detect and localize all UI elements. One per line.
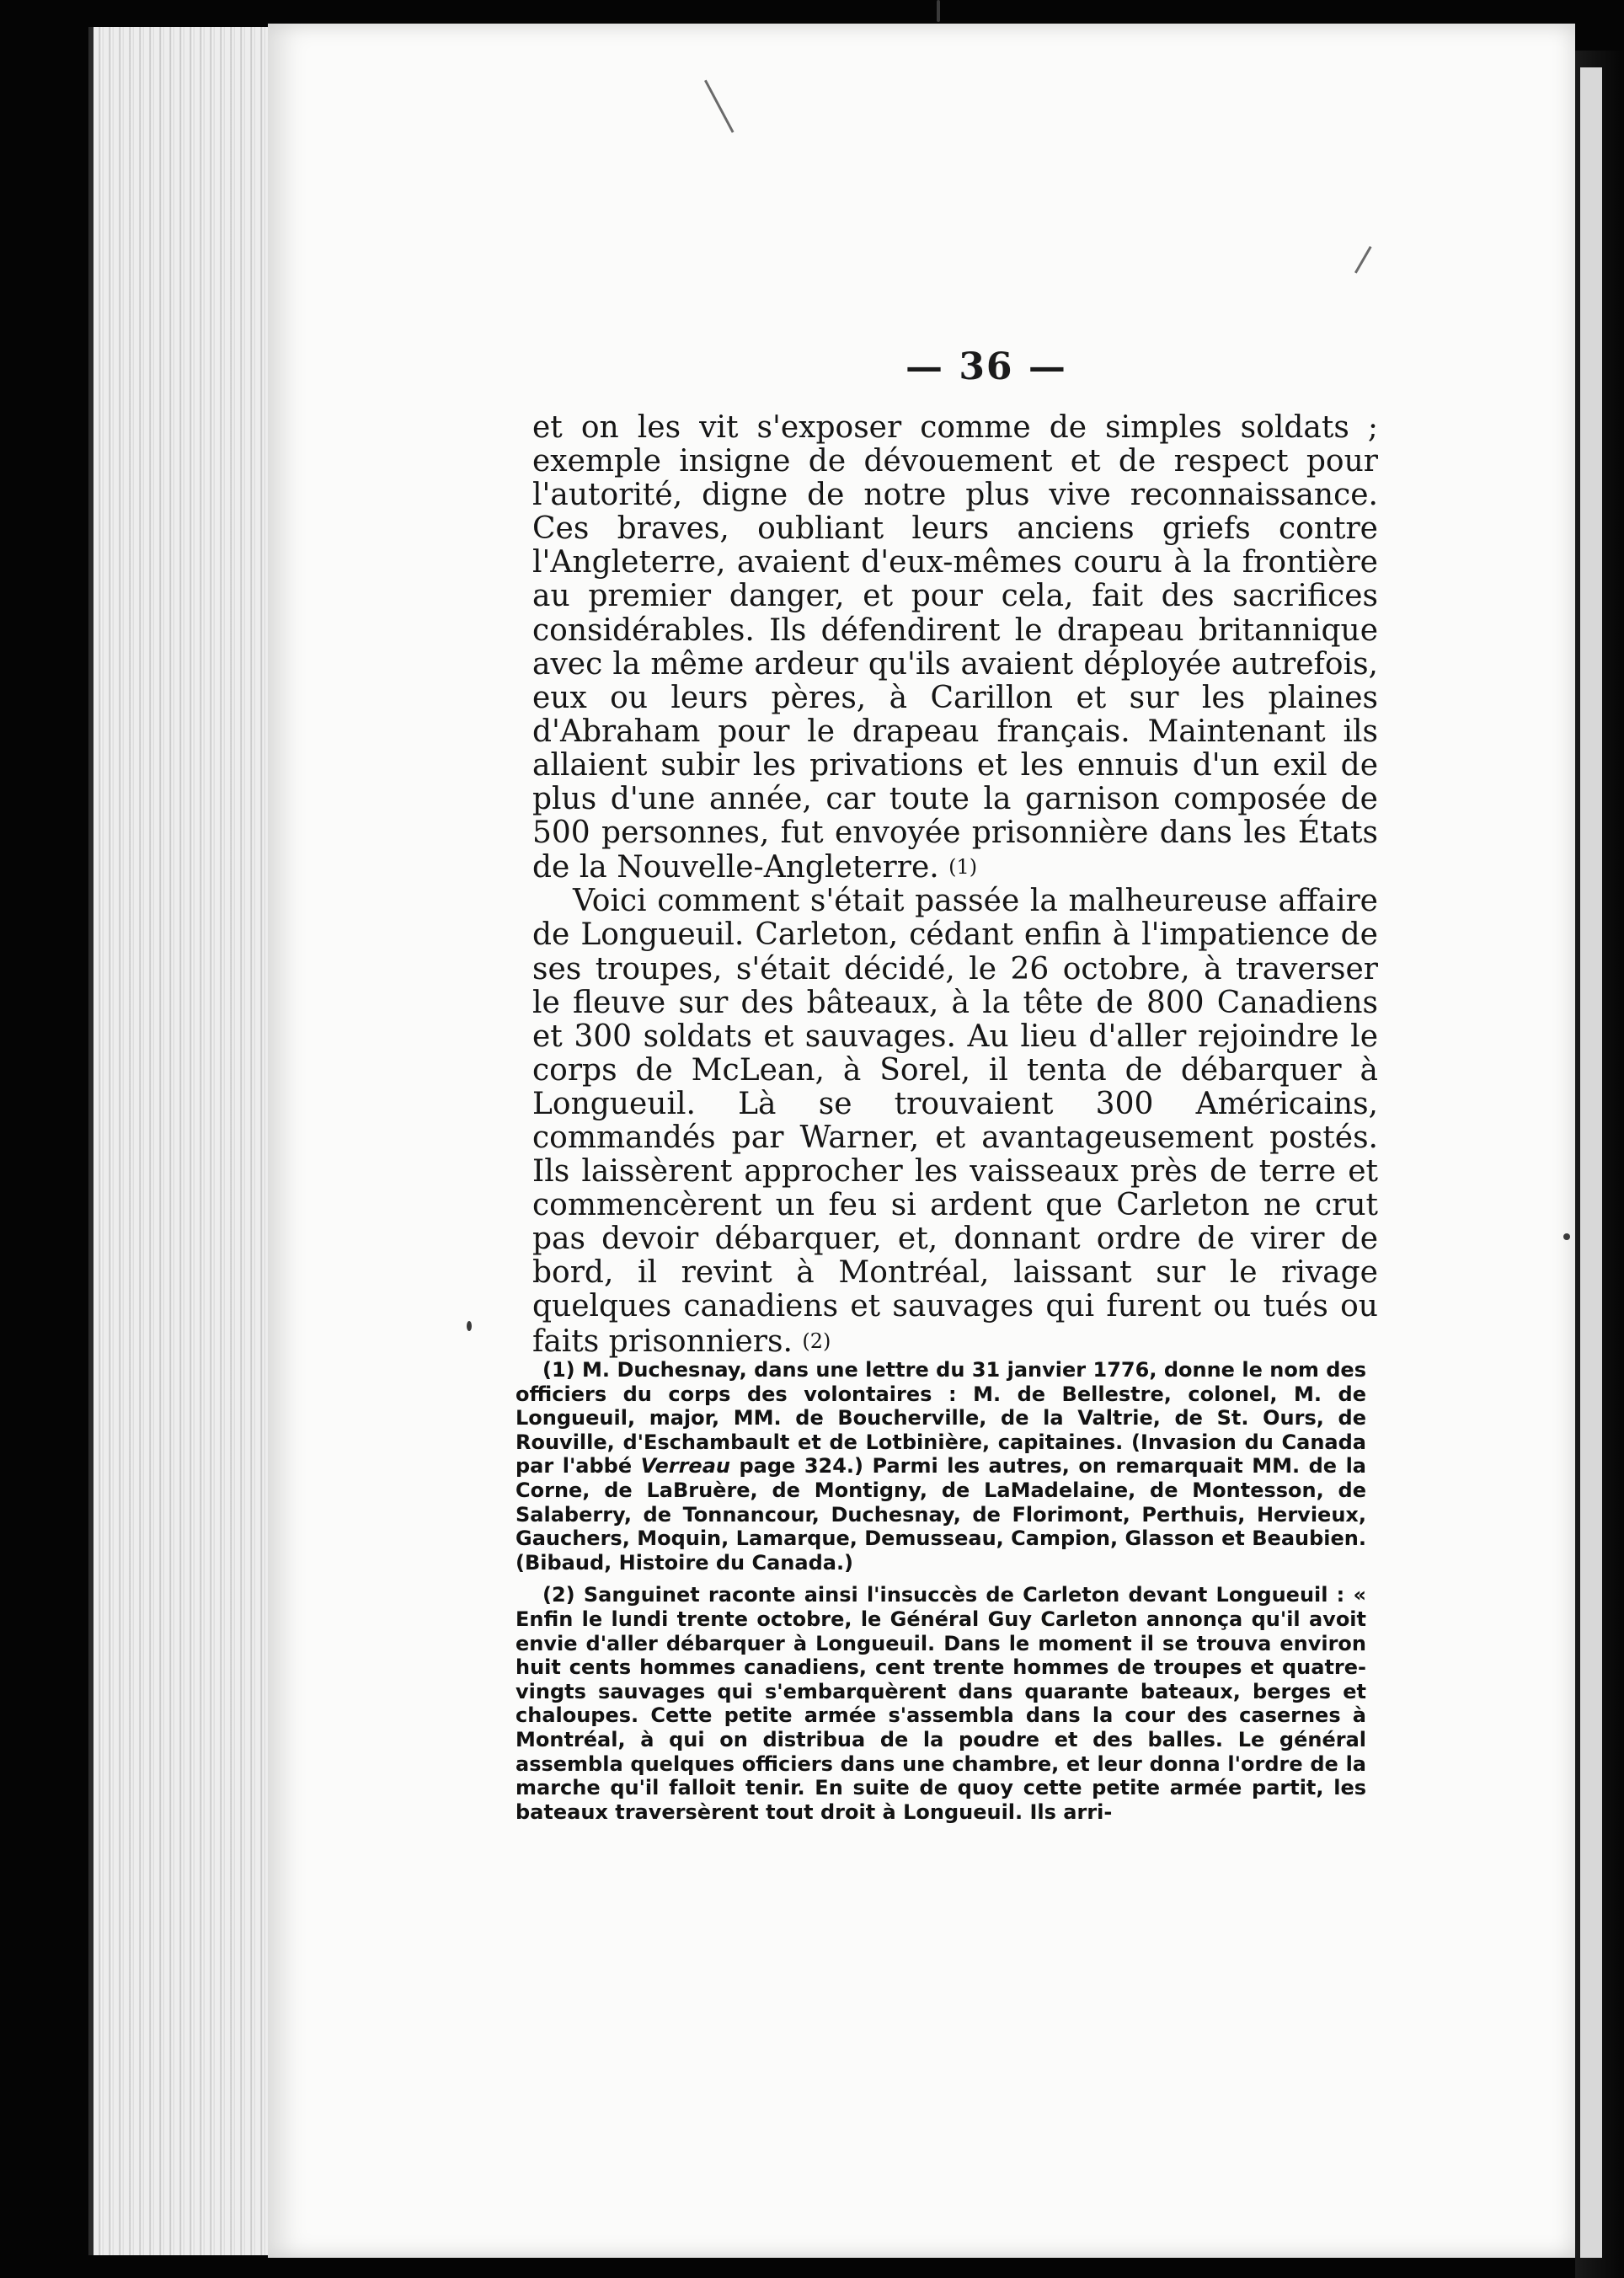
body-text xyxy=(532,411,1378,1359)
page-number: — 36 — xyxy=(905,345,1067,388)
footnote-2: (2) Sanguinet raconte ainsi l'insuccès de Carleton devant Longueuil : « Enfin le lundi trente octobre, le Général Guy Carleton annonça qu'il avoit envie d'aller débarquer à Longueuil. Dans le moment il se trouva environ huit cents hommes canadiens, cent trente hommes de troupes et quatre-vingts sauvages qui s'embarquèrent dans quarante bateaux, berges et chaloupes. Cette petite armée s'assembla dans la cour des casernes à Montréal, à qui on distribua de la poudre et des balles. Le général assembla quelques officiers dans une chambre, et leur donna l'ordre de la marche qu'il falloit tenir. En suite de quoy cette petite armée partit, les bateaux traversèrent tout droit à Longueuil. Ils arri- xyxy=(516,1583,1366,1824)
scan-speck xyxy=(937,0,940,22)
footnote-1: (1) M. Duchesnay, dans une lettre du 31 janvier 1776, donne le nom des officiers du corps des volontaires : M. de Bellestre, colonel, M. de Longueuil, major, MM. de Boucherville, de la Valtrie, de St. Ours, de Rouville, d'Eschambault et de Lotbinière, capitaines. (Invasion du Canada par l'abbé Verreau page 324.) Parmi les autres, on remarquait MM. de la Corne, de LaBruère, de Montigny, de LaMadelaine, de Montesson, de Salaberry, de Tonnancour, Duchesnay, de Florimont, Perthuis, Hervieux, Gauchers, Moquin, Lamarque, Demusseau, Campion, Glasson et Beaubien. (Bibaud, Histoire du Canada.) xyxy=(516,1358,1366,1575)
scan-speck xyxy=(467,1321,472,1331)
book-page-edges xyxy=(88,27,275,2255)
scan-speck xyxy=(1563,1233,1570,1240)
italic-author: Verreau xyxy=(640,1454,730,1479)
paragraph: Voici comment s'était passée la malheureuse affaire de Longueuil. Carleton, cédant enfin à l'impatience de ses troupes, s'était décidé, le 26 octobre, à traverser le fleuve sur des bâteaux, à la tête de 800 Canadiens et 300 soldats et sauvages. Au lieu d'aller rejoindre le corps de McLean, à Sorel, il tenta de débarquer à Longueuil. Là se trouvaient 300 Américains, commandés par Warner, et avantageusement postés. Ils laissèrent approcher les vaisseaux près de terre et commencèrent un feu si ardent que Carleton ne crut pas devoir débarquer, et, donnant ordre de virer de bord, il revint à Montréal, laissant sur le rivage quelques canadiens et sauvages qui furent ou tués ou faits prisonniers. (2) xyxy=(532,884,1378,1359)
paragraph: et on les vit s'exposer comme de simples soldats ; exemple insigne de dévouement et de respect pour l'autorité, digne de notre plus vive reconnaissance. Ces braves, oubliant leurs anciens griefs contre l'Angleterre, avaient d'eux-mêmes couru à la frontière au premier danger, et pour cela, fait des sacrifices considérables. Ils défendirent le drapeau britannique avec la même ardeur qu'ils avaient déployée autrefois, eux ou leurs pères, à Carillon et sur les plaines d'Abraham pour le drapeau français. Maintenant ils allaient subir les privations et les ennuis d'un exil de plus d'une année, car toute la garnison composée de 500 personnes, fut envoyée prisonnière dans les États de la Nouvelle-Angleterre. (1) xyxy=(532,410,1378,885)
next-page-edge xyxy=(1580,67,1602,2258)
footnotes xyxy=(516,1358,1366,1832)
footnote-reference: (2) xyxy=(802,1329,831,1353)
footnote-reference: (1) xyxy=(948,855,978,880)
